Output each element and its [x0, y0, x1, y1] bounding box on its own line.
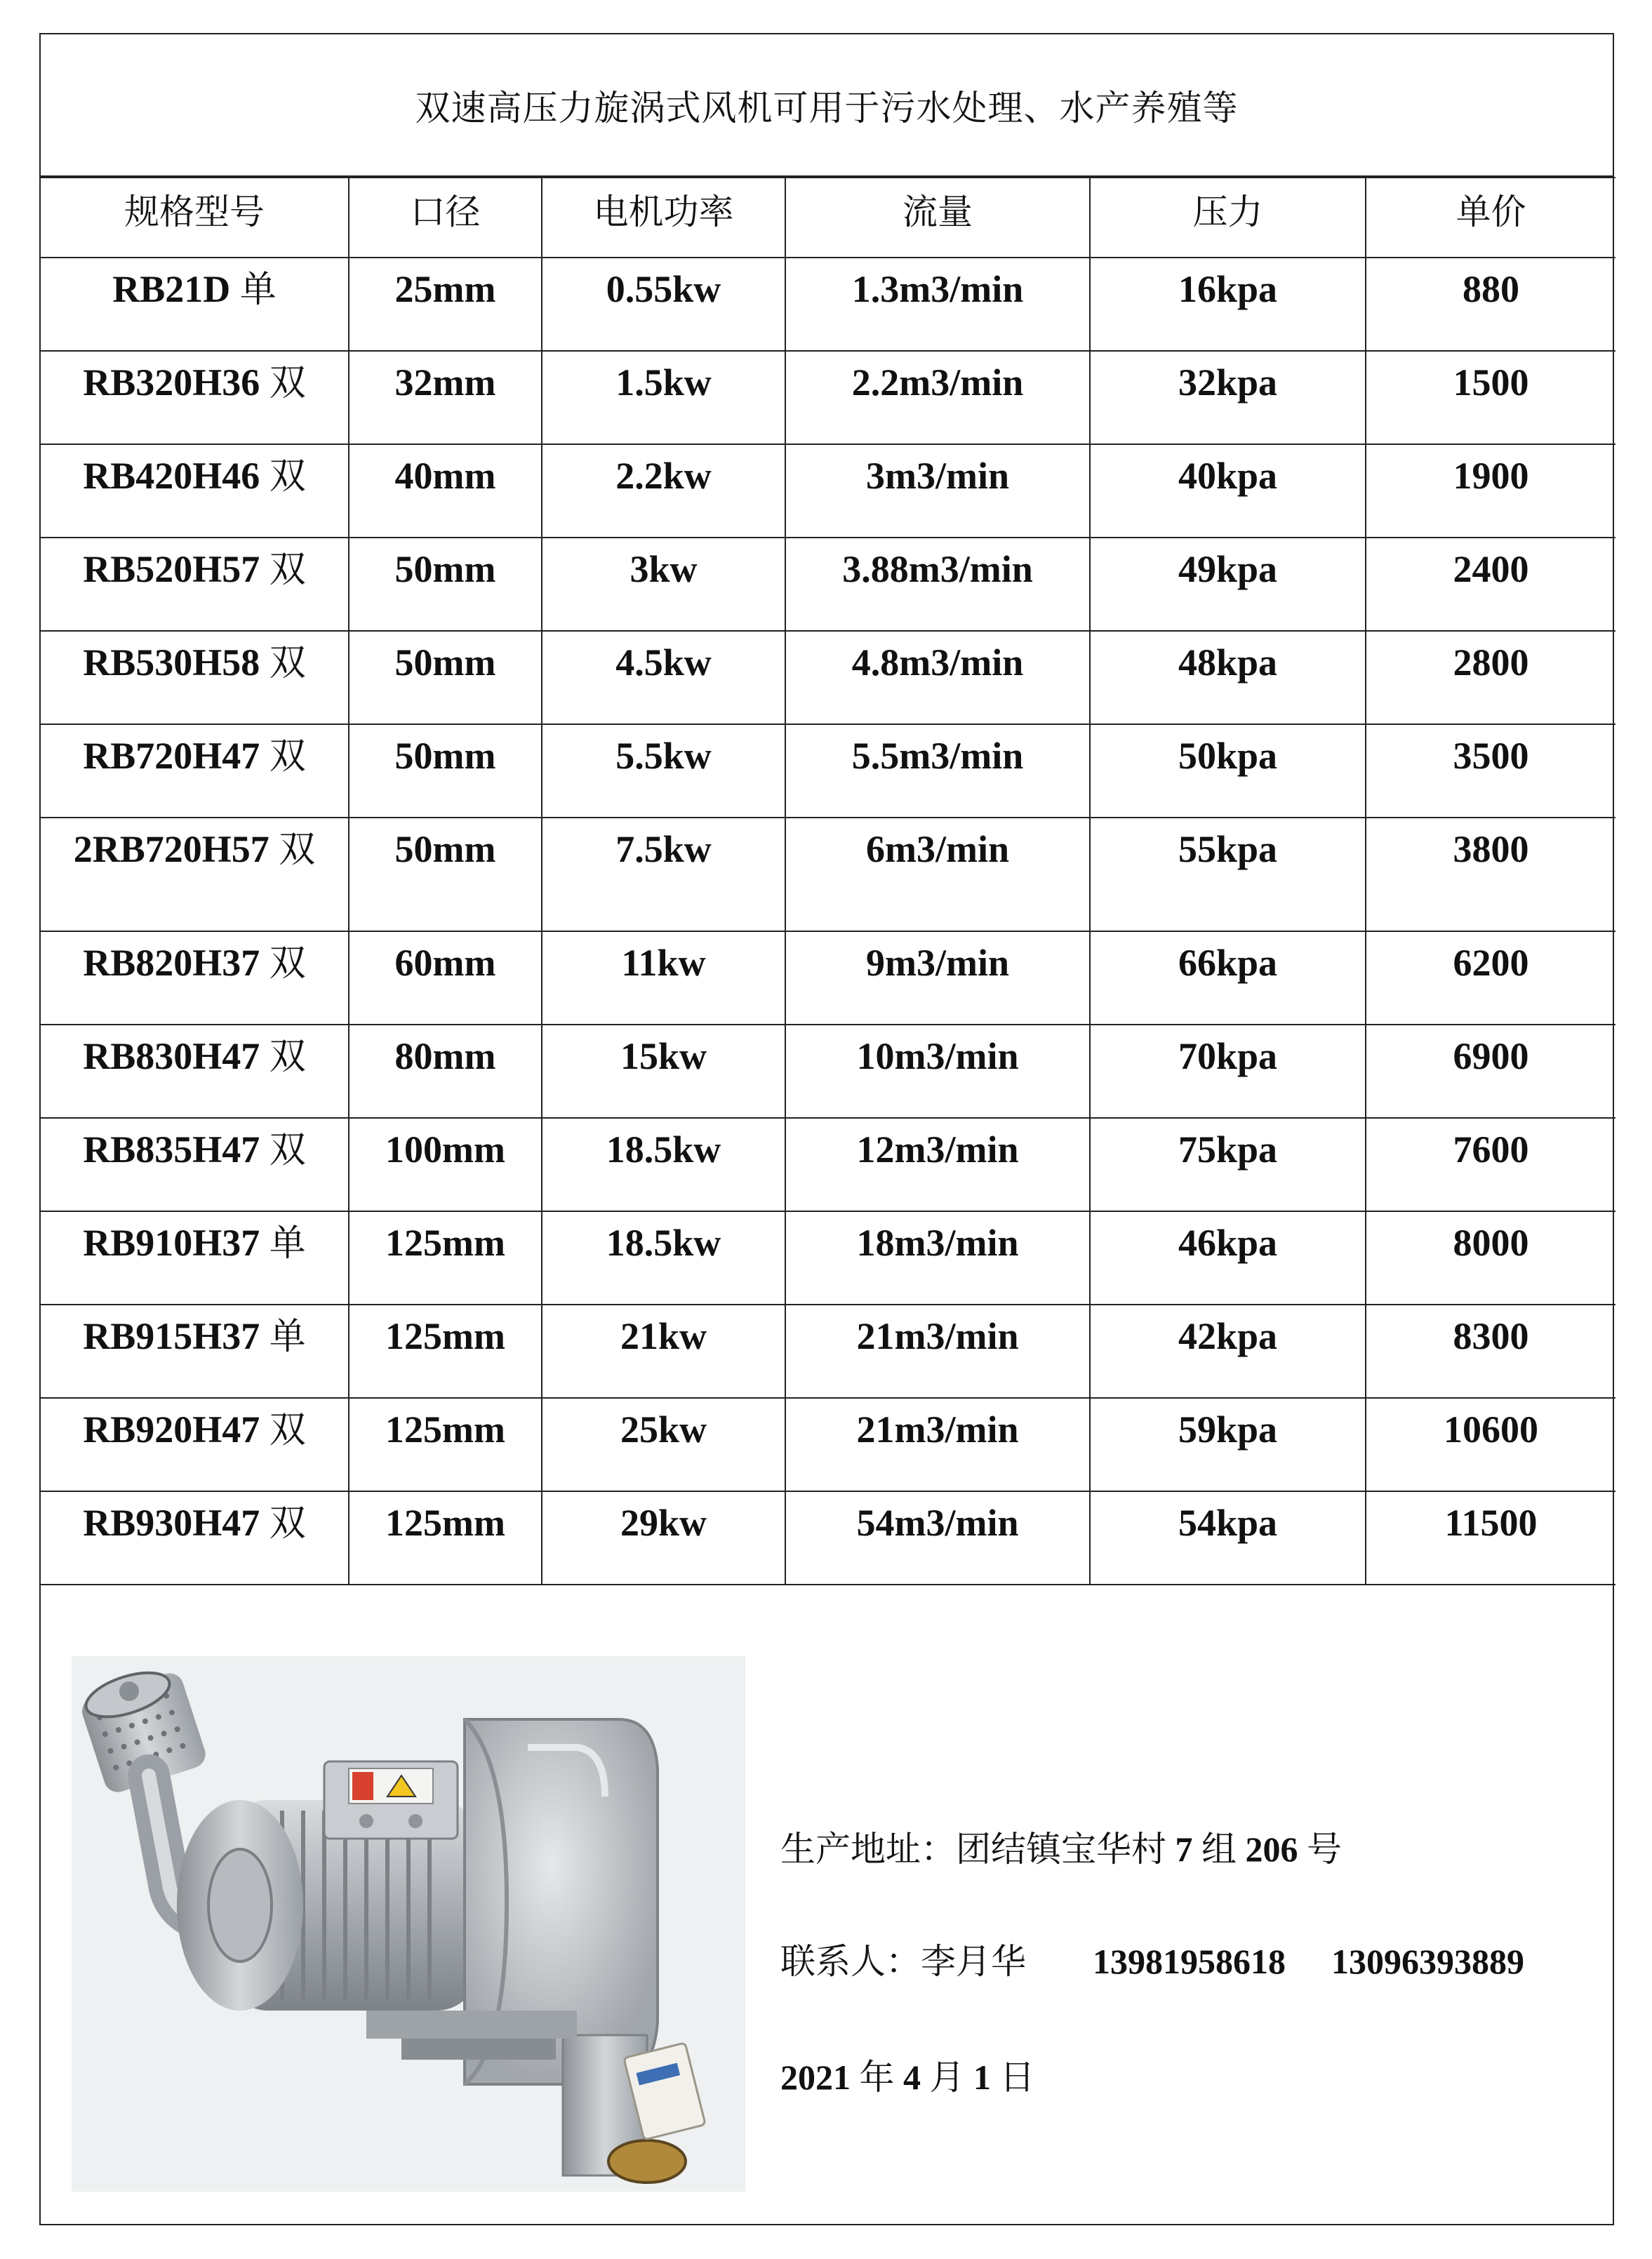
model-code: RB830H47 [83, 1035, 260, 1077]
cell-power: 7.5kw [542, 818, 785, 931]
cell-power: 15kw [542, 1025, 785, 1118]
cell-flow: 6m3/min [785, 818, 1090, 931]
cell-bore: 100mm [349, 1118, 542, 1211]
speed-type: 单 [269, 1222, 306, 1265]
model-code: RB420H46 [83, 455, 260, 497]
header-price: 单价 [1366, 178, 1616, 258]
cell-pressure: 32kpa [1090, 351, 1366, 444]
speed-type: 单 [239, 269, 277, 311]
cell-flow: 4.8m3/min [785, 631, 1090, 724]
table-row [41, 444, 1616, 538]
cell-price: 3800 [1366, 818, 1616, 931]
date-month-unit: 月 [929, 2057, 965, 2098]
cell-pressure: 66kpa [1090, 931, 1366, 1025]
cell-bore: 32mm [349, 351, 542, 444]
cell-power: 21kw [542, 1305, 785, 1398]
date-day: 1 [973, 2058, 991, 2097]
cell-power: 11kw [542, 931, 785, 1025]
speed-type: 双 [269, 1502, 306, 1545]
cell-model [41, 818, 349, 931]
address-house-unit: 号 [1307, 1829, 1342, 1870]
footer-section [41, 1590, 1613, 2225]
address-group-unit: 组 [1201, 1829, 1237, 1870]
cell-power: 1.5kw [542, 351, 785, 444]
contact-line [780, 1933, 1524, 1984]
cell-power: 18.5kw [542, 1118, 785, 1211]
header-bore: 口径 [349, 178, 542, 258]
cell-price: 1900 [1366, 444, 1616, 538]
table-row [41, 1305, 1616, 1398]
cell-pressure: 59kpa [1090, 1398, 1366, 1491]
cell-price: 6900 [1366, 1025, 1616, 1118]
model-code: 2RB720H57 [73, 828, 269, 870]
cell-bore: 50mm [349, 538, 542, 631]
cell-model [41, 351, 349, 444]
cell-pressure: 49kpa [1090, 538, 1366, 631]
table-row [41, 538, 1616, 631]
cell-model [41, 1118, 349, 1211]
cell-price: 3500 [1366, 724, 1616, 818]
header-flow: 流量 [785, 178, 1090, 258]
model-code: RB720H47 [83, 735, 260, 777]
cell-flow: 3m3/min [785, 444, 1090, 538]
speed-type: 双 [269, 1409, 306, 1451]
speed-type: 双 [269, 735, 306, 778]
cell-price: 880 [1366, 258, 1616, 351]
outlet-pipe [563, 2035, 705, 2183]
phone-1: 13981958618 [1093, 1942, 1286, 1981]
cell-flow: 54m3/min [785, 1491, 1090, 1585]
date-month: 4 [903, 2058, 921, 2097]
cell-flow: 5.5m3/min [785, 724, 1090, 818]
model-code: RB920H47 [83, 1408, 260, 1451]
address-line [780, 1821, 1342, 1872]
blower-photo [72, 1656, 745, 2192]
cell-price: 10600 [1366, 1398, 1616, 1491]
cell-flow: 2.2m3/min [785, 351, 1090, 444]
cell-price: 11500 [1366, 1491, 1616, 1585]
header-pressure: 压力 [1090, 178, 1366, 258]
speed-type: 双 [279, 829, 316, 871]
cell-flow: 10m3/min [785, 1025, 1090, 1118]
spec-sheet [39, 33, 1614, 2225]
cell-pressure: 54kpa [1090, 1491, 1366, 1585]
cell-bore: 50mm [349, 724, 542, 818]
cell-flow: 21m3/min [785, 1398, 1090, 1491]
cell-bore: 60mm [349, 931, 542, 1025]
model-code: RB930H47 [83, 1502, 260, 1544]
speed-type: 双 [269, 642, 306, 684]
cell-price: 2400 [1366, 538, 1616, 631]
cell-model [41, 1305, 349, 1398]
cell-flow: 1.3m3/min [785, 258, 1090, 351]
cell-bore: 50mm [349, 818, 542, 931]
model-code: RB820H37 [83, 942, 260, 984]
speed-type: 双 [269, 549, 306, 591]
cell-power: 4.5kw [542, 631, 785, 724]
cell-model [41, 444, 349, 538]
cell-model [41, 631, 349, 724]
model-code: RB835H47 [83, 1128, 260, 1171]
speed-type: 双 [269, 1129, 306, 1171]
cell-flow: 21m3/min [785, 1305, 1090, 1398]
table-header-row [41, 178, 1616, 258]
cell-pressure: 16kpa [1090, 258, 1366, 351]
table-row [41, 1491, 1616, 1585]
cell-bore: 40mm [349, 444, 542, 538]
model-code: RB21D [112, 268, 231, 310]
speed-type: 双 [269, 455, 306, 498]
cell-price: 8000 [1366, 1211, 1616, 1305]
cell-pressure: 48kpa [1090, 631, 1366, 724]
cell-bore: 125mm [349, 1398, 542, 1491]
table-row [41, 931, 1616, 1025]
cell-power: 3kw [542, 538, 785, 631]
address-house-number: 206 [1245, 1830, 1298, 1869]
cell-model [41, 258, 349, 351]
table-row [41, 631, 1616, 724]
table-row [41, 1118, 1616, 1211]
address-group-number: 7 [1175, 1830, 1193, 1869]
table-row [41, 1025, 1616, 1118]
date-day-unit: 日 [999, 2057, 1035, 2098]
cell-price: 6200 [1366, 931, 1616, 1025]
date-year: 2021 [780, 2058, 851, 2097]
contact-label: 联系人： [780, 1941, 921, 1982]
cell-pressure: 75kpa [1090, 1118, 1366, 1211]
cell-pressure: 55kpa [1090, 818, 1366, 931]
table-row [41, 724, 1616, 818]
terminal-box [324, 1761, 458, 1839]
cell-flow: 18m3/min [785, 1211, 1090, 1305]
phone-2: 13096393889 [1331, 1942, 1524, 1981]
cell-bore: 25mm [349, 258, 542, 351]
model-code: RB320H36 [83, 361, 260, 404]
date-year-unit: 年 [859, 2057, 895, 2098]
cell-price: 2800 [1366, 631, 1616, 724]
speed-type: 双 [269, 1036, 306, 1078]
page-title: 双速高压力旋涡式风机可用于污水处理、水产养殖等 [41, 34, 1613, 177]
cell-pressure: 40kpa [1090, 444, 1366, 538]
cell-model [41, 1398, 349, 1491]
model-code: RB915H37 [83, 1315, 260, 1357]
cell-flow: 9m3/min [785, 931, 1090, 1025]
cell-pressure: 50kpa [1090, 724, 1366, 818]
header-power: 电机功率 [542, 178, 785, 258]
table-row [41, 818, 1616, 931]
date-line [780, 2049, 1035, 2100]
cell-power: 29kw [542, 1491, 785, 1585]
cell-model [41, 1025, 349, 1118]
model-code: RB520H57 [83, 548, 260, 590]
table-row [41, 351, 1616, 444]
cell-pressure: 46kpa [1090, 1211, 1366, 1305]
cell-power: 5.5kw [542, 724, 785, 818]
cell-model [41, 1491, 349, 1585]
address-village: 团结镇宝华村 [956, 1829, 1166, 1870]
cell-bore: 125mm [349, 1211, 542, 1305]
address-label: 生产地址： [780, 1829, 956, 1870]
cell-price: 8300 [1366, 1305, 1616, 1398]
cell-bore: 80mm [349, 1025, 542, 1118]
table-row [41, 258, 1616, 351]
cell-bore: 125mm [349, 1305, 542, 1398]
cell-pressure: 70kpa [1090, 1025, 1366, 1118]
cell-power: 2.2kw [542, 444, 785, 538]
cell-model [41, 538, 349, 631]
cell-price: 1500 [1366, 351, 1616, 444]
cell-power: 0.55kw [542, 258, 785, 351]
header-model: 规格型号 [41, 178, 349, 258]
speed-type: 双 [269, 942, 306, 985]
model-code: RB530H58 [83, 641, 260, 684]
cell-model [41, 931, 349, 1025]
cell-power: 25kw [542, 1398, 785, 1491]
table-row [41, 1211, 1616, 1305]
spec-table [41, 177, 1616, 1585]
cell-flow: 12m3/min [785, 1118, 1090, 1211]
table-row [41, 1398, 1616, 1491]
cell-bore: 125mm [349, 1491, 542, 1585]
speed-type: 双 [269, 362, 306, 404]
model-code: RB910H37 [83, 1222, 260, 1264]
blower-illustration [72, 1656, 745, 2192]
cell-model [41, 1211, 349, 1305]
contact-name: 李月华 [921, 1941, 1026, 1982]
cell-power: 18.5kw [542, 1211, 785, 1305]
speed-type: 单 [269, 1316, 306, 1358]
cell-pressure: 42kpa [1090, 1305, 1366, 1398]
cell-price: 7600 [1366, 1118, 1616, 1211]
cell-model [41, 724, 349, 818]
cell-flow: 3.88m3/min [785, 538, 1090, 631]
cell-bore: 50mm [349, 631, 542, 724]
